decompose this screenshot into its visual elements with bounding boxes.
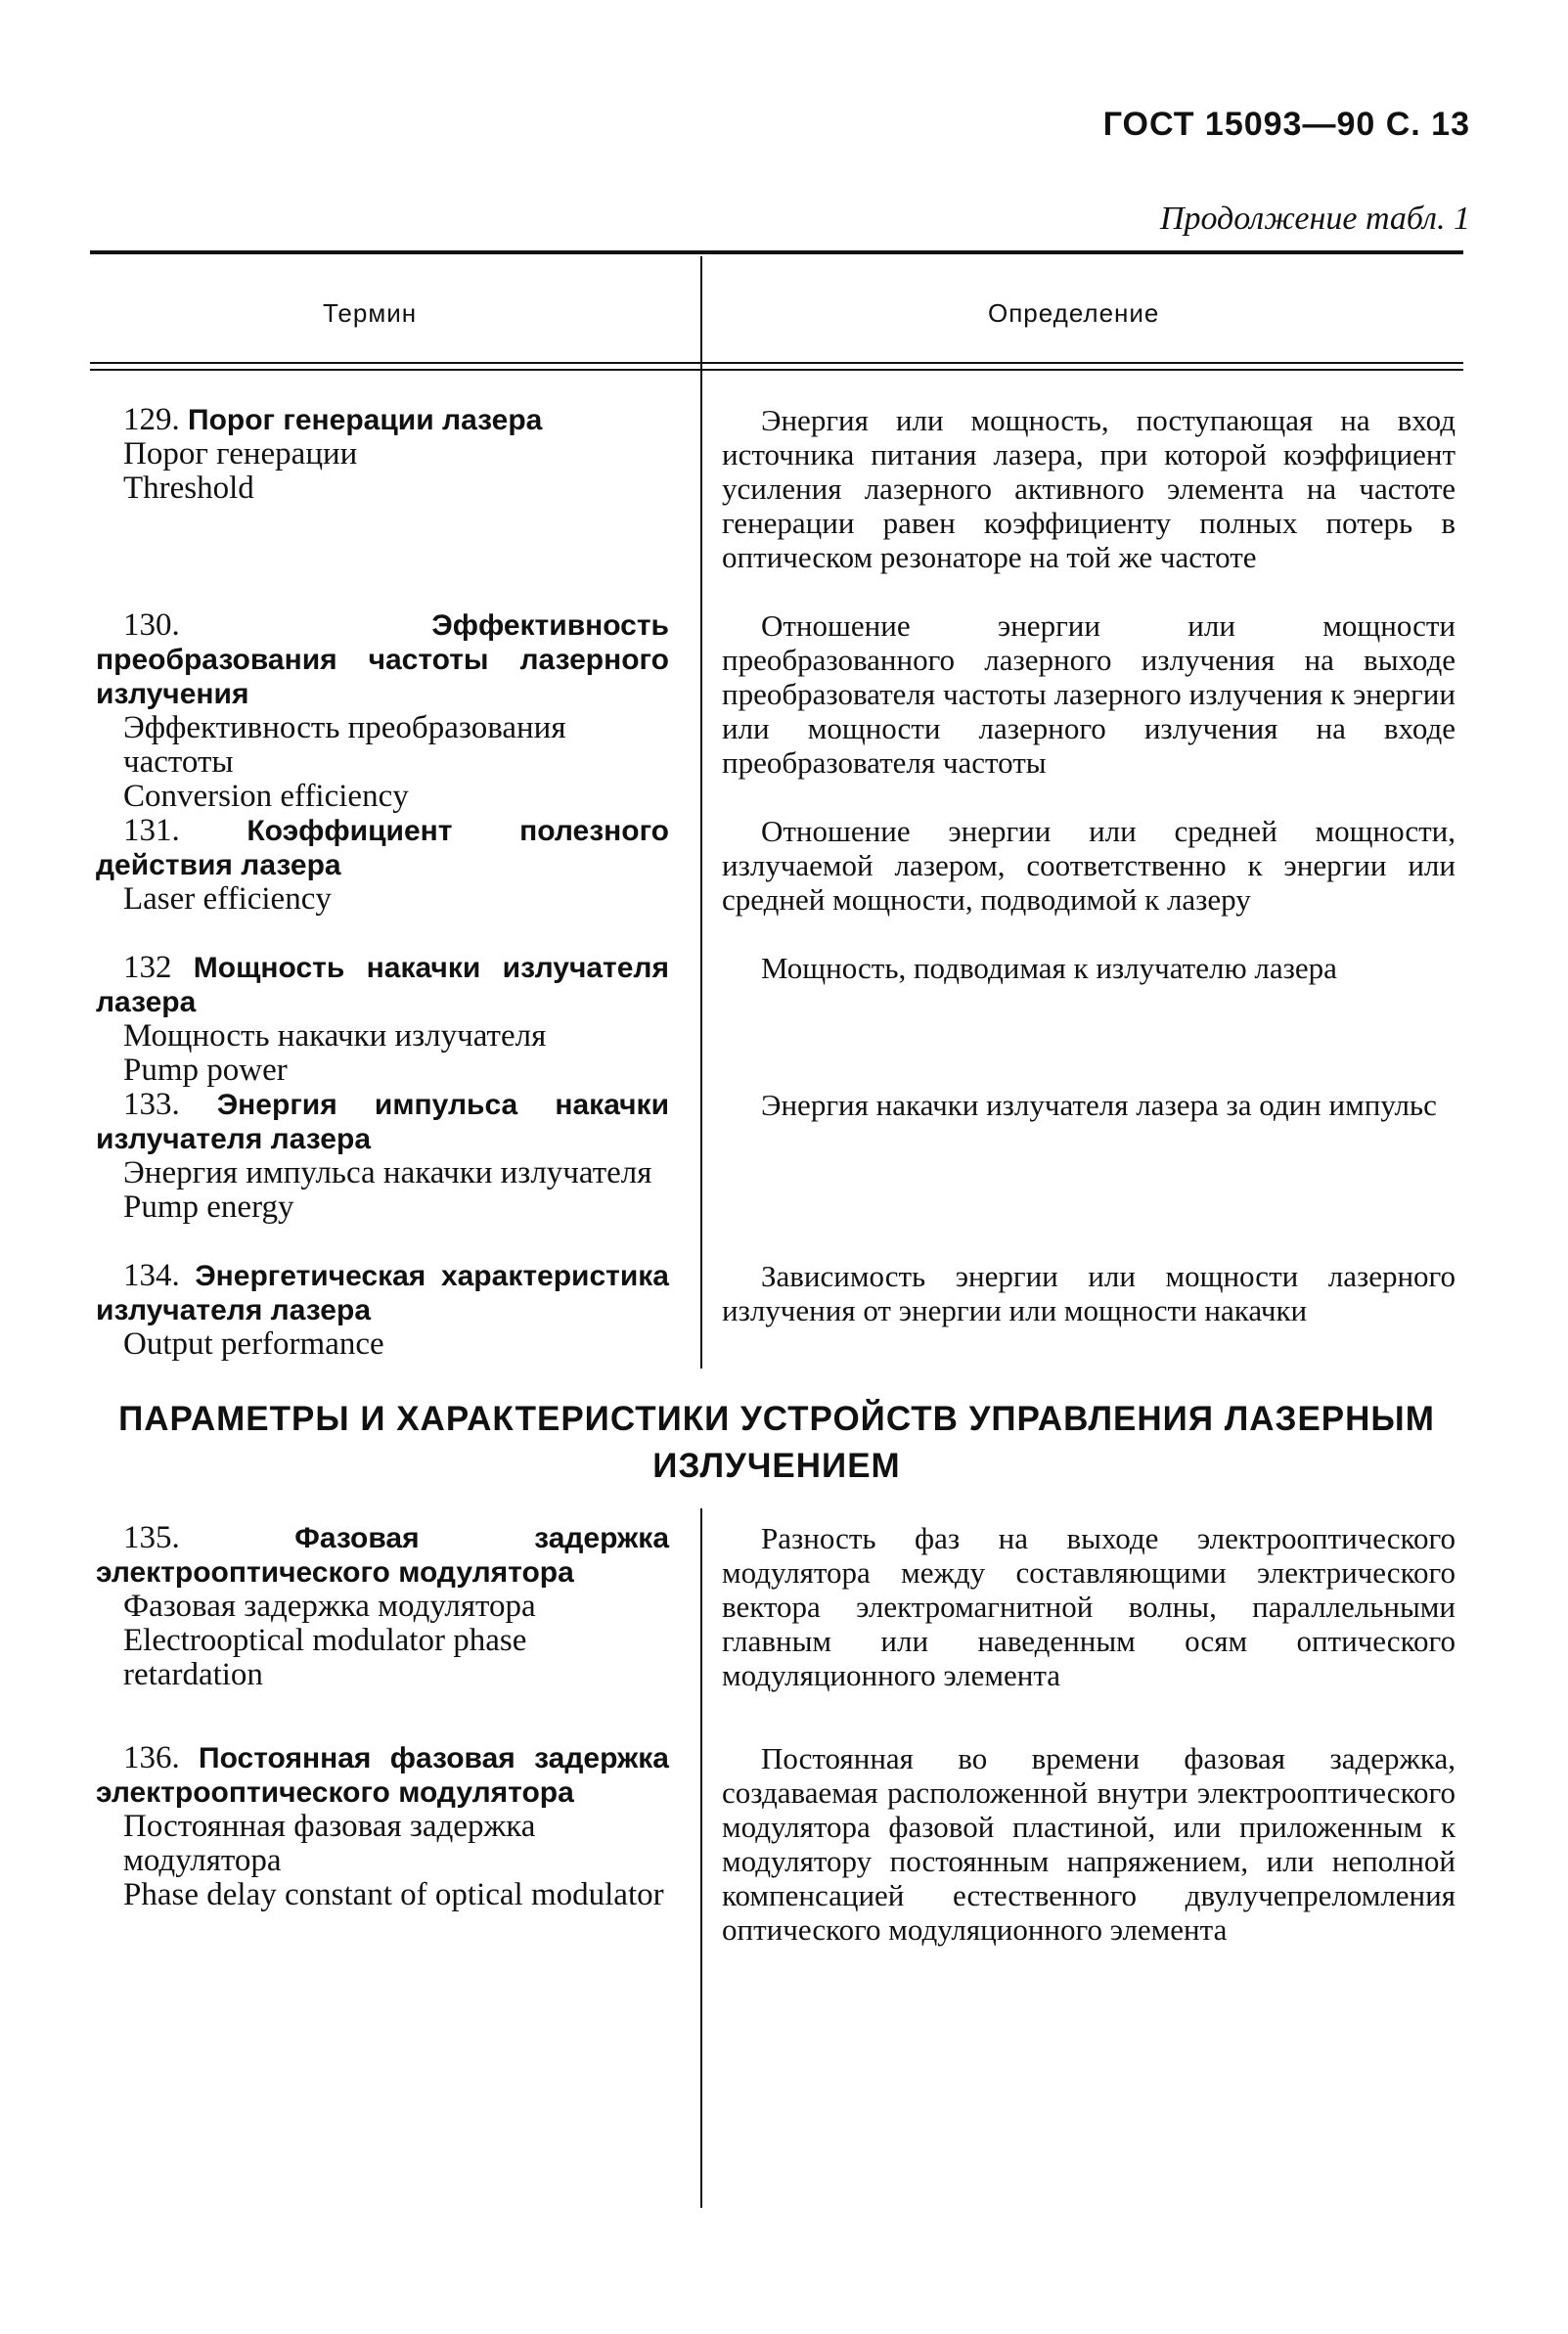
- definition-130: Отношение энергии или мощности преобразованного лазерного излучения на выходе преобразователя частоты лазерного излучения к энергии или мощности лазерного излучения на входе преобразователя частоты: [722, 608, 1456, 780]
- term-entry-133: [96, 1088, 669, 1225]
- term-entry-136: [96, 1741, 669, 1912]
- definition-136: Постоянная во времени фазовая задержка, создаваемая расположенной внутри электрооптического модулятора фазовой пластиной, или приложенным к модулятору постоянным напряжением, или неполной компенсацией естественного двулучепреломления оптического модуляционного элемента: [722, 1741, 1456, 1947]
- definition-135: Разность фаз на выходе электрооптического модулятора между составляющими электрического вектора электромагнитной волны, параллельными главным или наведенным осям оптического модуляционного элемента: [722, 1521, 1456, 1692]
- definition-132: Мощность, подводимая к излучателю лазера: [761, 951, 1337, 985]
- term-number: 130.: [123, 607, 180, 643]
- table-header-rule-double: [90, 369, 1463, 371]
- term-heading: Фазовая задержка электрооптического модулятора: [96, 1522, 670, 1589]
- document-header: ГОСТ 15093—90 С. 13: [1102, 106, 1470, 143]
- term-synonym: Постоянная фазовая задержка модулятора: [123, 1809, 536, 1878]
- term-heading: Эффективность преобразования частоты лазерного излучения: [96, 609, 669, 710]
- term-heading: Коэффициент полезного действия лазера: [96, 815, 670, 881]
- term-english: Output performance: [123, 1326, 384, 1362]
- term-entry-135: [96, 1521, 669, 1692]
- table-header-rule: [90, 362, 1463, 364]
- column-header-definition: Определение: [988, 298, 1160, 328]
- column-header-term: Термин: [323, 298, 418, 328]
- term-number: 131.: [123, 813, 180, 848]
- section-heading: ПАРАМЕТРЫ И ХАРАКТЕРИСТИКИ УСТРОЙСТВ УПРАВЛЕНИЯ ЛАЗЕРНЫМ ИЗЛУЧЕНИЕМ: [118, 1400, 1435, 1485]
- term-synonym: Эффективность преобразования частоты: [123, 710, 566, 780]
- term-english: Phase delay constant of optical modulator: [123, 1877, 664, 1912]
- definition-129: Энергия или мощность, поступающая на вход источника питания лазера, при которой коэффициент усиления лазерного активного элемента на частоте генерации равен коэффициенту полных потерь в оптическом резонаторе на той же частоте: [722, 403, 1456, 574]
- term-english: Conversion efficiency: [123, 779, 409, 814]
- term-synonym: Фазовая задержка модулятора: [123, 1589, 536, 1624]
- term-number: 136.: [123, 1740, 180, 1775]
- term-heading: Энергия импульса накачки излучателя лазера: [96, 1089, 670, 1155]
- definition-131: Отношение энергии или средней мощности, излучаемой лазером, соответственно к энергии или средней мощности, подводимой к лазеру: [722, 814, 1456, 917]
- term-entry-134: [96, 1259, 669, 1362]
- term-english: Pump energy: [123, 1189, 294, 1225]
- term-english: Electrooptical modulator phase retardation: [123, 1623, 527, 1692]
- term-entry-132: [96, 951, 669, 1088]
- term-number: 134.: [123, 1258, 180, 1293]
- definition-133: Энергия накачки излучателя лазера за один импульс: [761, 1088, 1437, 1122]
- column-divider: [700, 256, 702, 1369]
- term-heading: Постоянная фазовая задержка электрооптического модулятора: [96, 1742, 669, 1809]
- term-number: 133.: [123, 1087, 180, 1122]
- term-english: Threshold: [123, 471, 254, 506]
- column-divider-lower: [700, 1508, 702, 2208]
- term-number: 135.: [123, 1520, 180, 1555]
- term-heading: Мощность накачки излучателя лазера: [96, 952, 669, 1018]
- table-top-rule: [90, 250, 1463, 254]
- term-entry-131: [96, 814, 669, 917]
- term-english: Pump power: [123, 1053, 288, 1088]
- term-heading: Порог генерации лазера: [188, 404, 543, 436]
- term-heading: Энергетическая характеристика излучателя лазера: [96, 1260, 669, 1326]
- term-number: 129.: [123, 402, 180, 437]
- term-synonym: Энергия импульса накачки излучателя: [123, 1155, 652, 1190]
- term-english: Laser efficiency: [123, 881, 332, 917]
- term-synonym: Порог генерации: [123, 436, 358, 471]
- term-entry-130: [96, 608, 669, 814]
- term-number: 132: [123, 950, 172, 985]
- definition-134: Зависимость энергии или мощности лазерного излучения от энергии или мощности накачки: [722, 1259, 1456, 1327]
- term-entry-129: [96, 403, 669, 506]
- table-continuation-label: Продолжение табл. 1: [1159, 201, 1470, 237]
- term-synonym: Мощность накачки излучателя: [123, 1018, 547, 1054]
